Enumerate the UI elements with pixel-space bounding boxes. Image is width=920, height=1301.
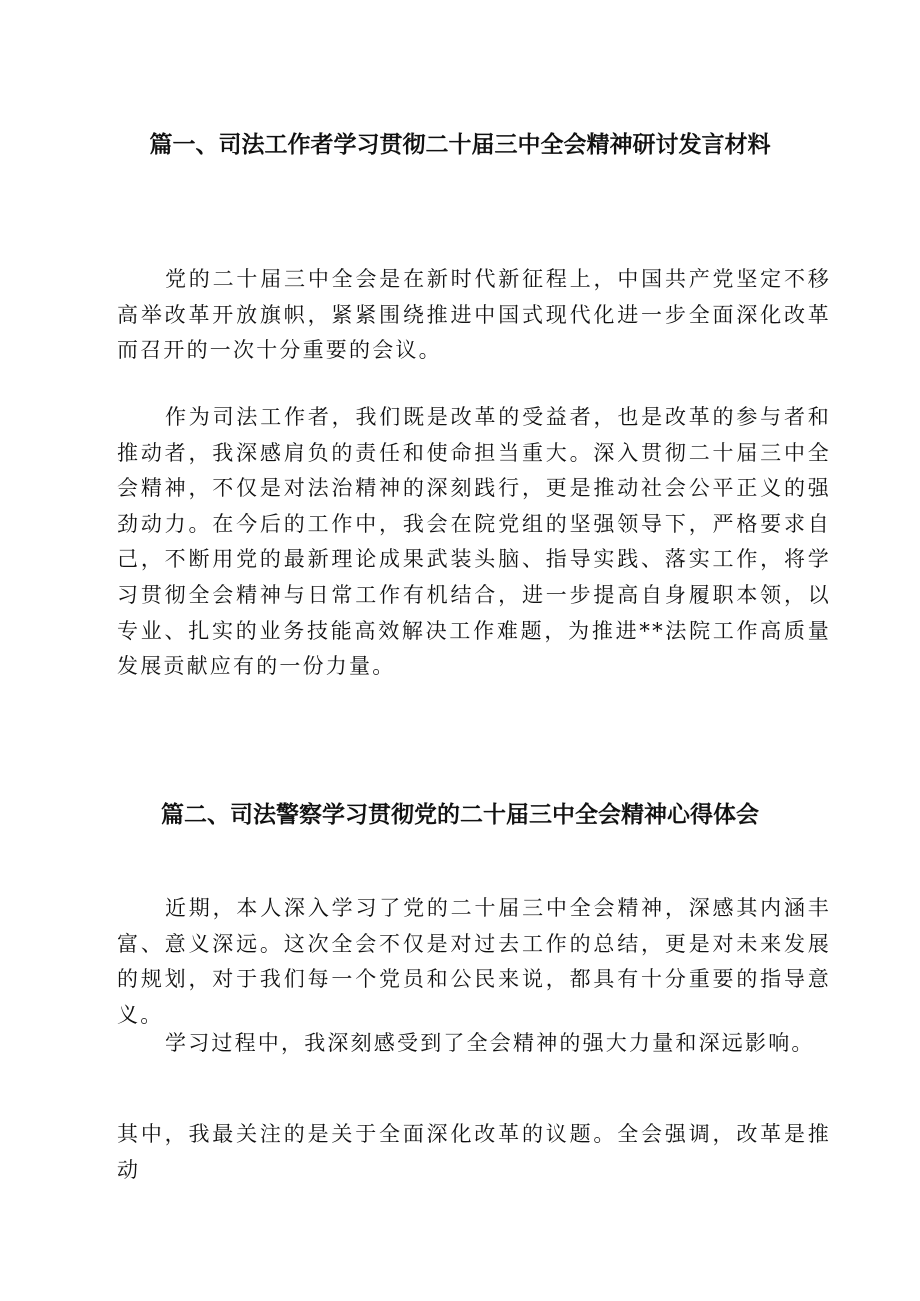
section-1-paragraph-1: 党的二十届三中全会是在新时代新征程上，中国共产党坚定不移高举改革开放旗帜，紧紧围绕推进中国式现代化进一步全面深化改革而召开的一次十分重要的会议。: [117, 267, 831, 363]
section-1-paragraph-2: 作为司法工作者，我们既是改革的受益者，也是改革的参与者和推动者，我深感肩负的责任和使命担当重大。深入贯彻二十届三中全会精神，不仅是对法治精神的深刻践行，更是推动社会公平正义的强劲动力。在今后的工作中，我会在院党组的坚强领导下，严格要求自己，不断用党的最新理论成果武装头脑、指导实践、落实工作，将学习贯彻全会精神与日常工作有机结合，进一步提高自身履职本领，以专业、扎实的业务技能高效解决工作难题，为推进**法院工作高质量发展贡献应有的一份力量。: [117, 405, 831, 679]
section-1-title: 篇一、司法工作者学习贯彻二十届三中全会精神研讨发言材料: [149, 132, 771, 158]
section-2-title: 篇二、司法警察学习贯彻党的二十届三中全会精神心得体会: [161, 802, 759, 828]
section-2-paragraph-1: 近期，本人深入学习了党的二十届三中全会精神，深感其内涵丰富、意义深远。这次全会不仅是对过去工作的总结，更是对未来发展的规划，对于我们每一个党员和公民来说，都具有十分重要的指导意义。: [117, 896, 831, 1027]
section-2-paragraph-3: 其中，我最关注的是关于全面深化改革的议题。全会强调，改革是推动: [117, 1122, 831, 1182]
section-2-paragraph-2: 学习过程中，我深刻感受到了全会精神的强大力量和深远影响。: [165, 1031, 815, 1055]
